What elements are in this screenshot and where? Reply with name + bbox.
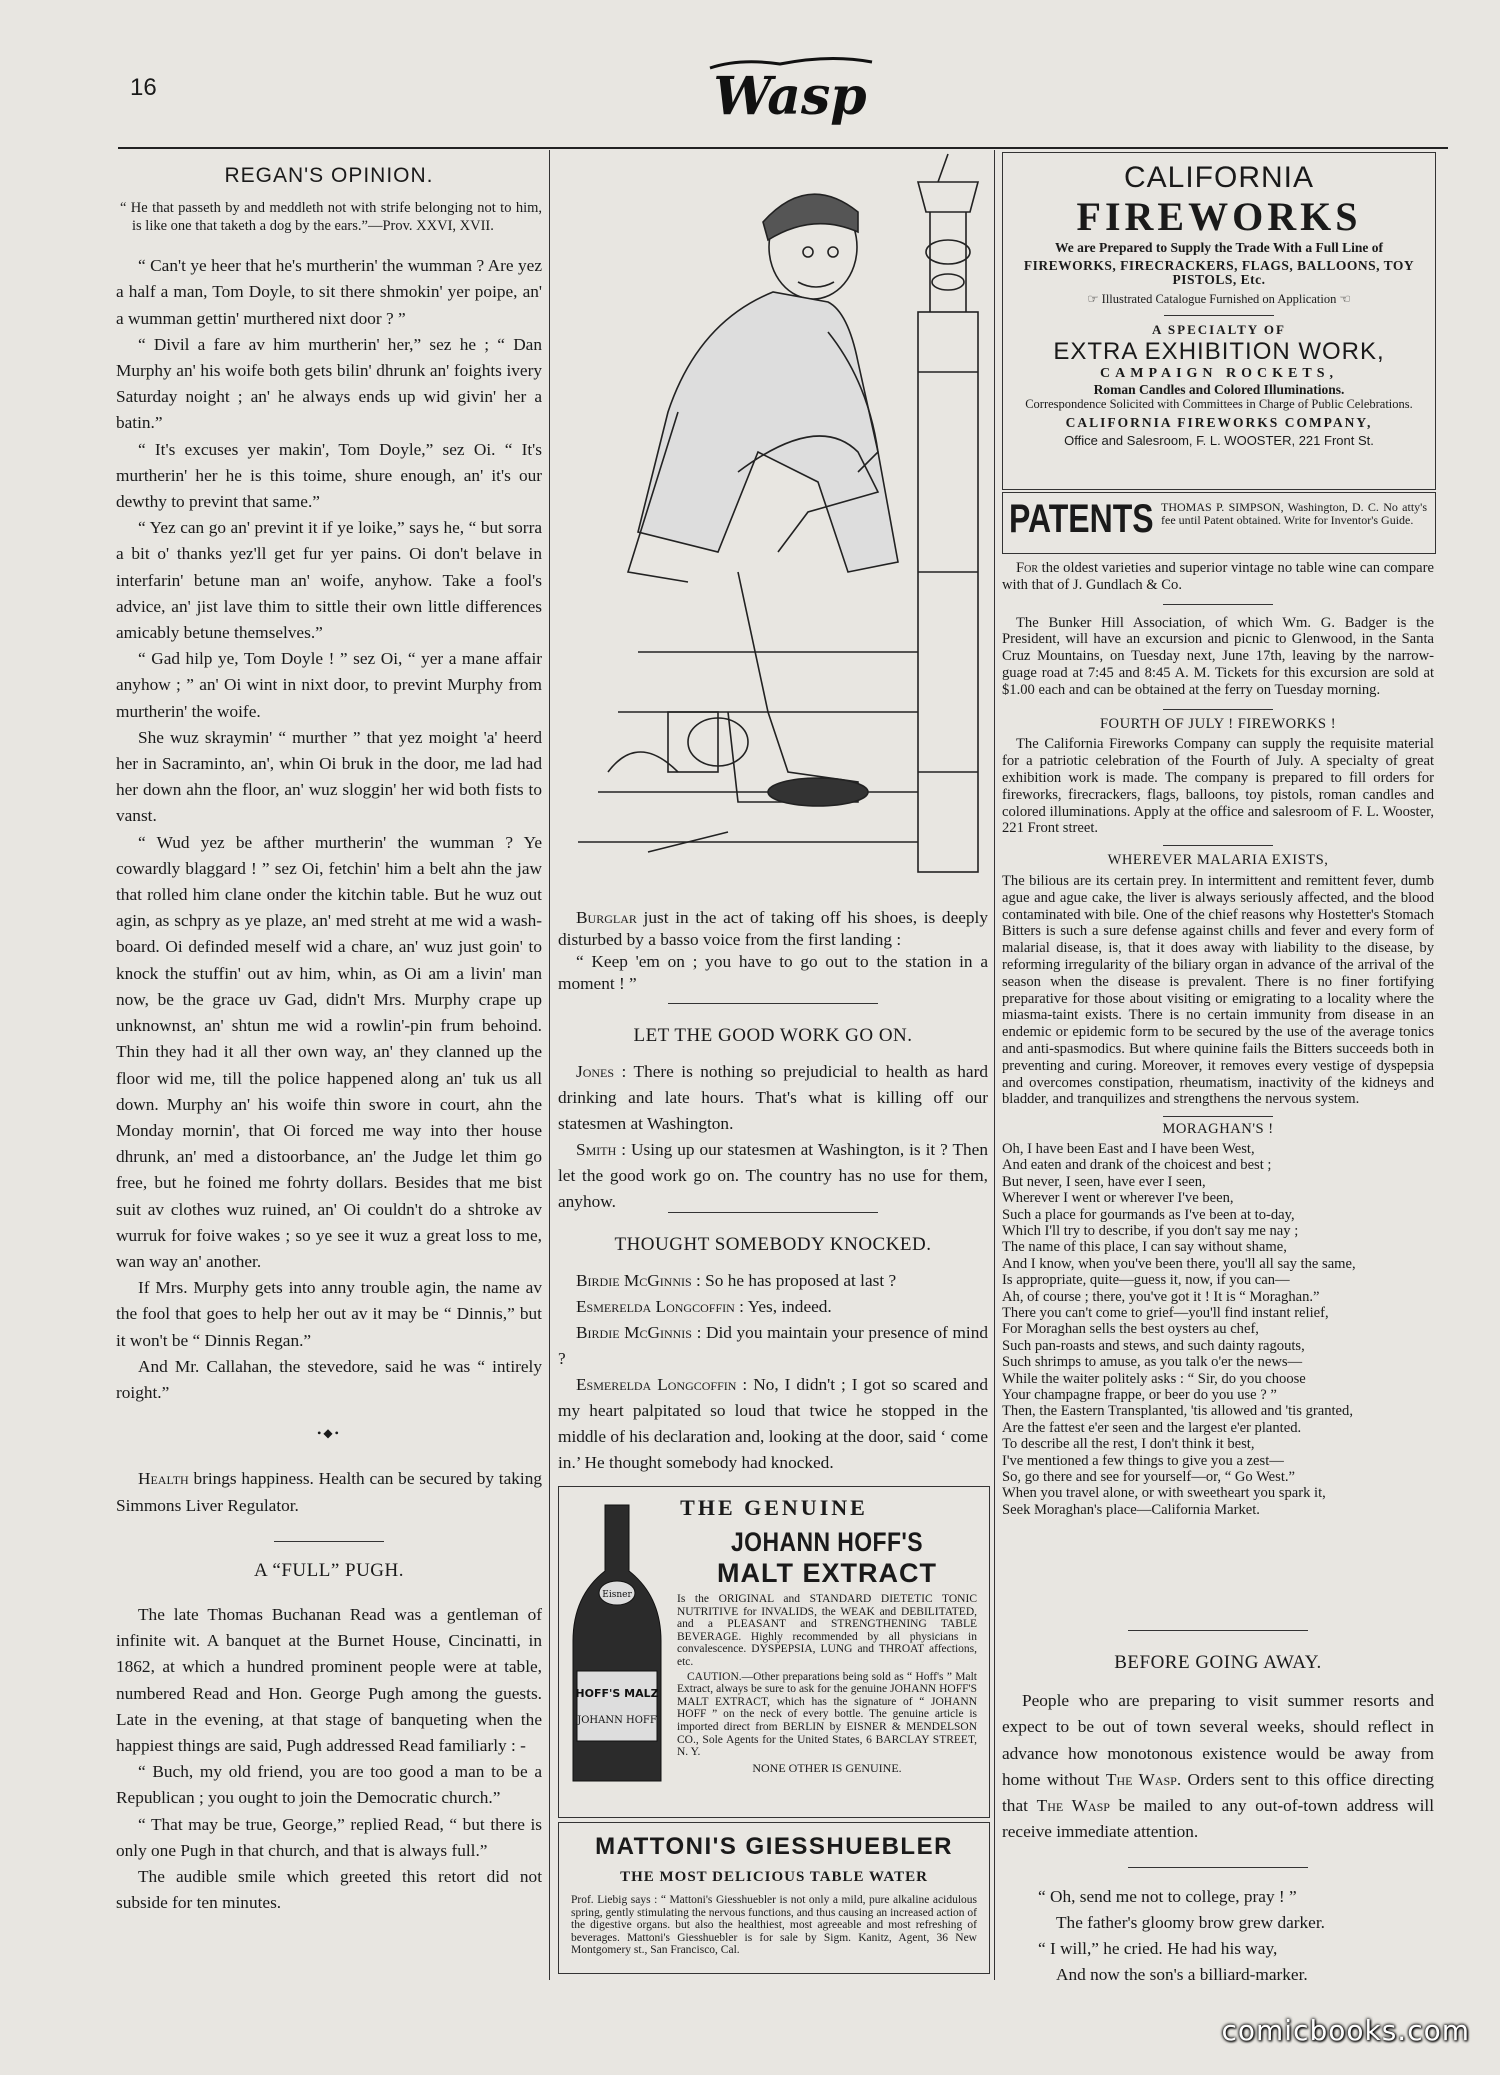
fireworks-l10: Correspondence Solicited with Committees in Charge of Public Celebrations. <box>1025 397 1413 411</box>
regan-paragraph: “ It's excuses yer makin', Tom Doyle,” sez Oi. “ It's murtherin' her he is this toime, shure enough, an' it's our dewthy to prevint that same.” <box>116 439 542 512</box>
health-text: brings happiness. Health can be secured by taking Simmons Liver Regulator. <box>116 1469 542 1515</box>
speaker: Jones <box>576 1062 615 1081</box>
knocked-title: THOUGHT SOMEBODY KNOCKED. <box>614 1234 932 1255</box>
dialogue-text: : Using up our statesmen at Washington, is it ? Then let the good work go on. The country has no use for them, anyhow. <box>558 1140 988 1211</box>
masthead-logo <box>700 50 880 130</box>
mattoni-body: Prof. Liebig says : “ Mattoni's Giesshuebler is not only a mild, pure alkaline acidulous spring, gently stimulating the nervous functions, and thus causing an increased action of the digestive organs. but also the healthiest, most agreeable and most refreshing of beverages. Mattoni's Giesshuebler is for sale by Sigm. Kanitz, Agent, 36 New Montgomery st., San Francisco, Cal. <box>571 1894 977 1956</box>
pugh-title: A “FULL” PUGH. <box>253 1559 405 1581</box>
away-title: BEFORE GOING AWAY. <box>1114 1652 1322 1673</box>
dialogue-line <box>558 1059 988 1137</box>
knocked-section <box>558 1224 988 1476</box>
caption-text: just in the act of taking off his shoes, is deeply disturbed by a basso voice from the first landing : <box>558 908 988 949</box>
away-wasp-2: The Wasp <box>1036 1796 1110 1816</box>
dialogue-text: : Yes, indeed. <box>734 1297 832 1316</box>
caption-lead: Burglar <box>576 908 637 927</box>
patents-big: PATENTS <box>1009 497 1154 541</box>
good-work-title: LET THE GOOD WORK GO ON. <box>633 1025 913 1046</box>
regan-paragraph: “ Can't ye heer that he's murtherin' the wumman ? Are yez a half a man, Tom Doyle, to sit there shmokin' yer poipe, an' a wumman gettin' murthered nixt door ? ” <box>116 256 542 328</box>
before-going-away <box>1002 1650 1434 1988</box>
fireworks-l6: A SPECIALTY OF <box>1152 322 1286 337</box>
pugh-paragraph: The audible smile which greeted this retort did not subside for ten minutes. <box>116 1866 542 1913</box>
section-rule <box>1163 604 1273 605</box>
speaker: Smith <box>576 1140 617 1159</box>
away-wasp: The Wasp <box>1105 1769 1177 1789</box>
header-rule <box>118 147 1448 149</box>
pugh-paragraph: “ That may be true, George,” replied Read, “ but there is only one Pugh in that church, and that is always full.” <box>116 1814 542 1860</box>
patents-small: THOMAS P. SIMPSON, Washington, D. C. No atty's fee until Patent obtained. Write for Inventor's Guide. <box>1161 500 1427 527</box>
regan-paragraph: “ Divil a fare av him murtherin' her,” sez he ; “ Dan Murphy an' his woife both gets bilin' dhrunk an' foights ivery Saturday noight ; an' he always ends up wid givin' her a batin.” <box>116 334 542 433</box>
ornament-divider: •◆• <box>317 1426 341 1441</box>
july-text: The California Fireworks Company can supply the requisite material for a patriotic celebration of the Fourth of July. A specialty of great exhibition work is made. The company is prepared to fill orders for fireworks, firecrackers, flags, balloons, toy pistols, roman candles and colored illuminations. Apply at the office and salesroom of F. L. Wooster, 221 Front street. <box>1002 736 1434 837</box>
mattoni-ad <box>558 1822 990 1974</box>
poem-line: While the waiter politely asks : “ Sir, do you choose <box>1002 1370 1306 1387</box>
poem-line: And eaten and drank of the choicest and best ; <box>1002 1157 1272 1174</box>
poem-line: Which I'll try to describe, if you don't say me nay ; <box>1002 1222 1299 1239</box>
malaria-text: The bilious are its certain prey. In intermittent and remittent fever, dumb ague and ague cake, the liver is always seriously affected, and the blood contaminated with bile. One of the chief reasons why Hostetter's Stomach Bitters is such a sure defense against chills and fever and every form of malarial disease, is, that it does away with liability to the disease, by reforming irregularity of the biliary organ in advance of the arrival of the season when the disease is prevalent. There is no finer fortifying preparative for those about visiting or emigrating to a locality where the miasma-taint exists. There is no certain immunity from disease in an endemic or epidemic form to be secured by the use of the average tonics and anti-spasmodics. But where quinine fails the Bitters succeeds both in preventing and curing. Moreover, it removes every vestige of dyspepsia and overcomes constipation, rheumatism, inactivity of the kidneys and bladder, and tranquilizes and strengthens the nervous system. <box>1002 872 1434 1108</box>
poem-line: I've mentioned a few things to give you a zest— <box>1002 1452 1284 1469</box>
fireworks-l5-text: Illustrated Catalogue Furnished on Application <box>1101 292 1337 306</box>
away-text-3: be mailed to any out-of-town address will receive immediate attention. <box>1002 1796 1435 1842</box>
masthead-text: Wasp <box>713 66 867 127</box>
fireworks-l7: EXTRA EXHIBITION WORK, <box>1053 338 1385 365</box>
moraghan-title: MORAGHAN'S ! <box>1162 1121 1274 1138</box>
burglar-caption <box>558 907 988 995</box>
hoff-malt-ad <box>558 1486 990 1818</box>
pointing-hand-icon: ☜ <box>1336 292 1351 306</box>
patents-ad <box>1002 492 1436 554</box>
verse <box>1002 1884 1434 1988</box>
dialogue-line <box>558 1294 988 1320</box>
away-text-1: People who are preparing to visit summer resorts and expect to be out of town several weeks, should reflect in advance how monotonous existence would be away from home without <box>1002 1691 1434 1789</box>
fireworks-ad <box>1002 152 1436 490</box>
section-rule <box>274 1541 384 1542</box>
pointing-hand-icon: ☞ <box>1087 292 1102 306</box>
fireworks-l11: CALIFORNIA FIREWORKS COMPANY, <box>1065 415 1373 430</box>
hoff-ad-caution: CAUTION.—Other preparations being sold as “ Hoff's ” Malt Extract, always be sure to ask for the genuine JOHANN HOFF'S MALT EXTRACT, which has the signature of “ JOHANN HOFF ” on the neck of every bottle. The genuine article is imported direct from BERLIN by EISNER & MENDELSON CO., Sole Agents for the United States, 6 BARCLAY STREET, N. Y. <box>677 1670 977 1759</box>
fireworks-l4: FIREWORKS, FIRECRACKERS, FLAGS, BALLOONS, TOY PISTOLS, Etc. <box>1023 258 1415 287</box>
poem-line: Such shrimps to amuse, as you talk o'er the news— <box>1002 1354 1303 1371</box>
hoff-ad-line3: MALT EXTRACT <box>717 1558 937 1588</box>
poem-line: So, go there and see for yourself—or, “ Go West.” <box>1002 1469 1296 1486</box>
speaker: Birdie McGinnis <box>576 1323 692 1342</box>
regan-title: REGAN'S OPINION. <box>224 164 434 187</box>
health-lead: Health <box>138 1469 189 1489</box>
speaker: Birdie McGinnis <box>576 1271 692 1290</box>
section-rule <box>1128 1867 1308 1868</box>
poem-line: Is appropriate, quite—guess it, now, if you can— <box>1002 1272 1290 1289</box>
moraghan-poem <box>1002 1141 1434 1518</box>
poem-line: Are the fattest e'er seen and the largest e'er planted. <box>1002 1419 1302 1436</box>
regan-paragraph: She wuz skraymin' “ murther ” that yez moight 'a' heerd her in Sacraminto, an', whin Oi bruk in the door, me lad had her down ahn the floor, an' wuz sloggin' her wid both fists to vanst. <box>116 727 542 826</box>
away-text-2: . Orders sent to this office directing that <box>1002 1769 1435 1816</box>
watermark: comicbooks.com <box>1221 2014 1470 2047</box>
dialogue-line <box>558 1268 988 1294</box>
poem-line: There you can't come to grief—you'll find instant relief, <box>1002 1304 1329 1321</box>
poem-line: The name of this place, I can say without shame, <box>1002 1239 1287 1256</box>
fireworks-l3: We are Prepared to Supply the Trade With a Full Line of <box>1055 240 1383 255</box>
regan-story <box>116 253 542 1406</box>
section-rule <box>1163 709 1273 710</box>
verse-line: “ I will,” he cried. He had his way, <box>1038 1939 1278 1959</box>
pugh-story <box>116 1602 542 1916</box>
dialogue-text: : No, I didn't ; I got so scared and my heart palpitated so loud that twice he stopped in the middle of his declaration and, looking at the door, said ‘ come in.’ He thought somebody had knocked. <box>558 1375 988 1472</box>
poem-line: And I know, when you've been there, you'll all say the same, <box>1002 1255 1356 1272</box>
hoff-ad-line2: JOHANN HOFF'S <box>730 1527 924 1557</box>
health-notice <box>116 1466 542 1518</box>
burglar-illustration <box>558 152 990 907</box>
section-rule <box>668 1003 878 1004</box>
fireworks-l8: CAMPAIGN ROCKETS, <box>1100 366 1338 381</box>
dialogue-text: : There is nothing so prejudicial to health as hard drinking and late hours. That's what is killing off our statesmen at Washington. <box>558 1062 988 1133</box>
section-rule <box>668 1212 878 1213</box>
regan-paragraph: “ Yez can go an' prevint it if ye loike,” says he, “ but sorra a bit o' thanks yez'll get fur yer pains. Oi don't belave in interfarin' betune man an' woife, anyhow. Take a fool's advice, an' jist lave thim to sittle their own little differences amicably betune themselves.” <box>116 518 542 643</box>
column-1 <box>116 155 542 1916</box>
poem-line: When you travel alone, or with sweetheart you spark it, <box>1002 1485 1326 1502</box>
speaker: Esmerelda Longcoffin <box>576 1297 735 1316</box>
fireworks-l2: FIREWORKS <box>1076 194 1362 239</box>
poem-line: Such a place for gourmands as I've been at to-day, <box>1002 1206 1295 1223</box>
column-3-text <box>1002 560 1434 1518</box>
caption-quote: “ Keep 'em on ; you have to go out to the station in a moment ! ” <box>558 952 988 993</box>
malt-bottle-image <box>565 1501 669 1791</box>
regan-paragraph: “ Wud yez be afther murtherin' the wumman ? Ye cowardly blaggard ! ” sez Oi, fetchin' him a belt ahn the jaw that rolled him clane onder the kitchin table. But he wuz out agin, as schpry as ye plaze, an' med streht at me wid a wash-board. Oi definded meself wid a chare, an' wuz just goin' to knock the stuffin' out av him, whin, as Oi am a livin' man now, be the grace uv Gad, didn't Mrs. Murphy crape up unknownst, an' shtun me wid a rowlin'-pin frum behoind. Thin they had it all ther own way, an' they clanned up the floor wid me, till the police happened along an' tuk us all down. Murphy an' his woife thin swore in court, ahn the Monday mornin', that Oi forced me way into ther house dhrunk, an' med a distoorbance, an' the Judge let thim go free, but he foined me fohrty dollars. Besides that me bist suit av clothes wuz ruined, an' Oi couldn't do a shtroke av wurruk for foive wakes ; so ye see it wuz a great loss to me, wan way an' another. <box>116 832 542 1271</box>
bottle-label-mid: HOFF'S MALZ <box>575 1687 659 1700</box>
column-divider-2 <box>994 150 995 1980</box>
dialogue-text: : Did you maintain your presence of mind ? <box>558 1323 989 1368</box>
dialogue-line <box>558 1137 988 1215</box>
section-rule <box>1128 1630 1308 1631</box>
poem-line: Oh, I have been East and I have been West, <box>1002 1140 1255 1157</box>
regan-paragraph: If Mrs. Murphy gets into anny trouble agin, the name av the fool that goes to help her out av it may be “ Dinnis,” but it won't be “ Dinnis Regan.” <box>116 1278 542 1350</box>
page-number: 16 <box>130 74 157 101</box>
section-rule <box>1163 1116 1273 1117</box>
fireworks-l1: CALIFORNIA <box>1123 161 1315 194</box>
fireworks-l5 <box>1003 291 1435 307</box>
good-work-section <box>558 1015 988 1215</box>
bunker-hill-notice: The Bunker Hill Association, of which Wm. G. Badger is the President, will have an excursion and picnic to Glenwood, in the Santa Cruz Mountains, on Tuesday next, June 17th, leaving by the narrow-guage road at 7:45 and 8:45 A. M. Tickets for this excursion are sold at $1.00 each and can be obtained at the ferry on Tuesday morning. <box>1002 614 1434 698</box>
hoff-ad-footer: NONE OTHER IS GENUINE. <box>752 1760 902 1775</box>
wine-text: the oldest varieties and superior vintage no table wine can compare with that of J. Gundlach & Co. <box>1002 560 1434 593</box>
away-text <box>1002 1688 1434 1845</box>
regan-paragraph: “ Gad hilp ye, Tom Doyle ! ” sez Oi, “ yer a mane affair anyhow ; ” an' Oi wint in nixt door, to prevint Murphy from murtherin' the woife. <box>116 649 542 721</box>
regan-paragraph: And Mr. Callahan, the stevedore, said he was “ intirely roight.” <box>116 1356 542 1402</box>
malaria-title: WHEREVER MALARIA EXISTS, <box>1107 852 1329 869</box>
bottle-label-bottom: JOHANN HOFF <box>577 1715 657 1726</box>
mattoni-title: MATTONI'S GIESSHUEBLER <box>595 1833 953 1860</box>
poem-line: Seek Moraghan's place—California Market. <box>1002 1501 1260 1518</box>
fireworks-l9: Roman Candles and Colored Illuminations. <box>1093 382 1345 397</box>
section-rule <box>1163 845 1273 846</box>
poem-line: To describe all the rest, I don't think it best, <box>1002 1436 1255 1453</box>
dialogue-line <box>558 1372 988 1476</box>
poem-line: But never, I seen, have ever I seen, <box>1002 1173 1206 1190</box>
wine-notice <box>1002 560 1434 594</box>
wine-lead: For <box>1016 560 1039 576</box>
poem-line: Then, the Eastern Transplanted, 'tis allowed and 'tis granted, <box>1002 1403 1353 1420</box>
poem-line: Your champagne frappe, or beer do you use ? ” <box>1002 1387 1277 1403</box>
verse-line: And now the son's a billiard-marker. <box>1056 1965 1308 1985</box>
ad-rule <box>1164 315 1274 316</box>
hoff-ad-body: Is the ORIGINAL and STANDARD DIETETIC TONIC NUTRITIVE for INVALIDS, the WEAK and DEBILITATED, and a PLEASANT and STRENGTHENING TABLE BEVERAGE. Highly recommended by all physicians in convalescence. DYSPEPSIA, LUNG and THROAT affections, etc. <box>677 1593 977 1668</box>
regan-epigraph: “ He that passeth by and meddleth not with strife belonging not to him, is like one that taketh a dog by the ears.”—Prov. XXVI, XVII. <box>120 200 542 235</box>
poem-line: Ah, of course ; there, you've got it ! It is “ Moraghan.” <box>1002 1288 1320 1305</box>
dialogue-text: : So he has proposed at last ? <box>691 1271 897 1290</box>
poem-line: Such pan-roasts and stews, and such dainty ragouts, <box>1002 1337 1305 1354</box>
column-divider-1 <box>549 150 550 1980</box>
bottle-label-top: Eisner <box>602 1590 632 1600</box>
pugh-paragraph: “ Buch, my old friend, you are too good a man to be a Republican ; you ought to join the Democratic church.” <box>116 1762 542 1808</box>
poem-line: Wherever I went or wherever I've been, <box>1002 1190 1234 1207</box>
speaker: Esmerelda Longcoffin <box>576 1375 737 1394</box>
mattoni-subtitle: THE MOST DELICIOUS TABLE WATER <box>620 1869 928 1885</box>
july-title: FOURTH OF JULY ! FIREWORKS ! <box>1099 715 1337 732</box>
pugh-paragraph: The late Thomas Buchanan Read was a gentleman of infinite wit. A banquet at the Burnet House, Cincinatti, in 1862, at which a hundred prominent people were at table, numbered Read and Hon. George Pugh among the guests. Late in the evening, at that stage of banqueting when the happiest things are said, Pugh addressed Read familiarly : - <box>116 1604 542 1755</box>
fireworks-l12: Office and Salesroom, F. L. WOOSTER, 221 Front St. <box>1064 433 1374 448</box>
dialogue-line <box>558 1320 988 1372</box>
hoff-ad-line1: THE GENUINE <box>680 1495 868 1520</box>
poem-line: For Moraghan sells the best oysters au chef, <box>1002 1321 1259 1338</box>
verse-line: “ Oh, send me not to college, pray ! ” <box>1038 1887 1297 1907</box>
verse-line: The father's gloomy brow grew darker. <box>1056 1913 1325 1933</box>
